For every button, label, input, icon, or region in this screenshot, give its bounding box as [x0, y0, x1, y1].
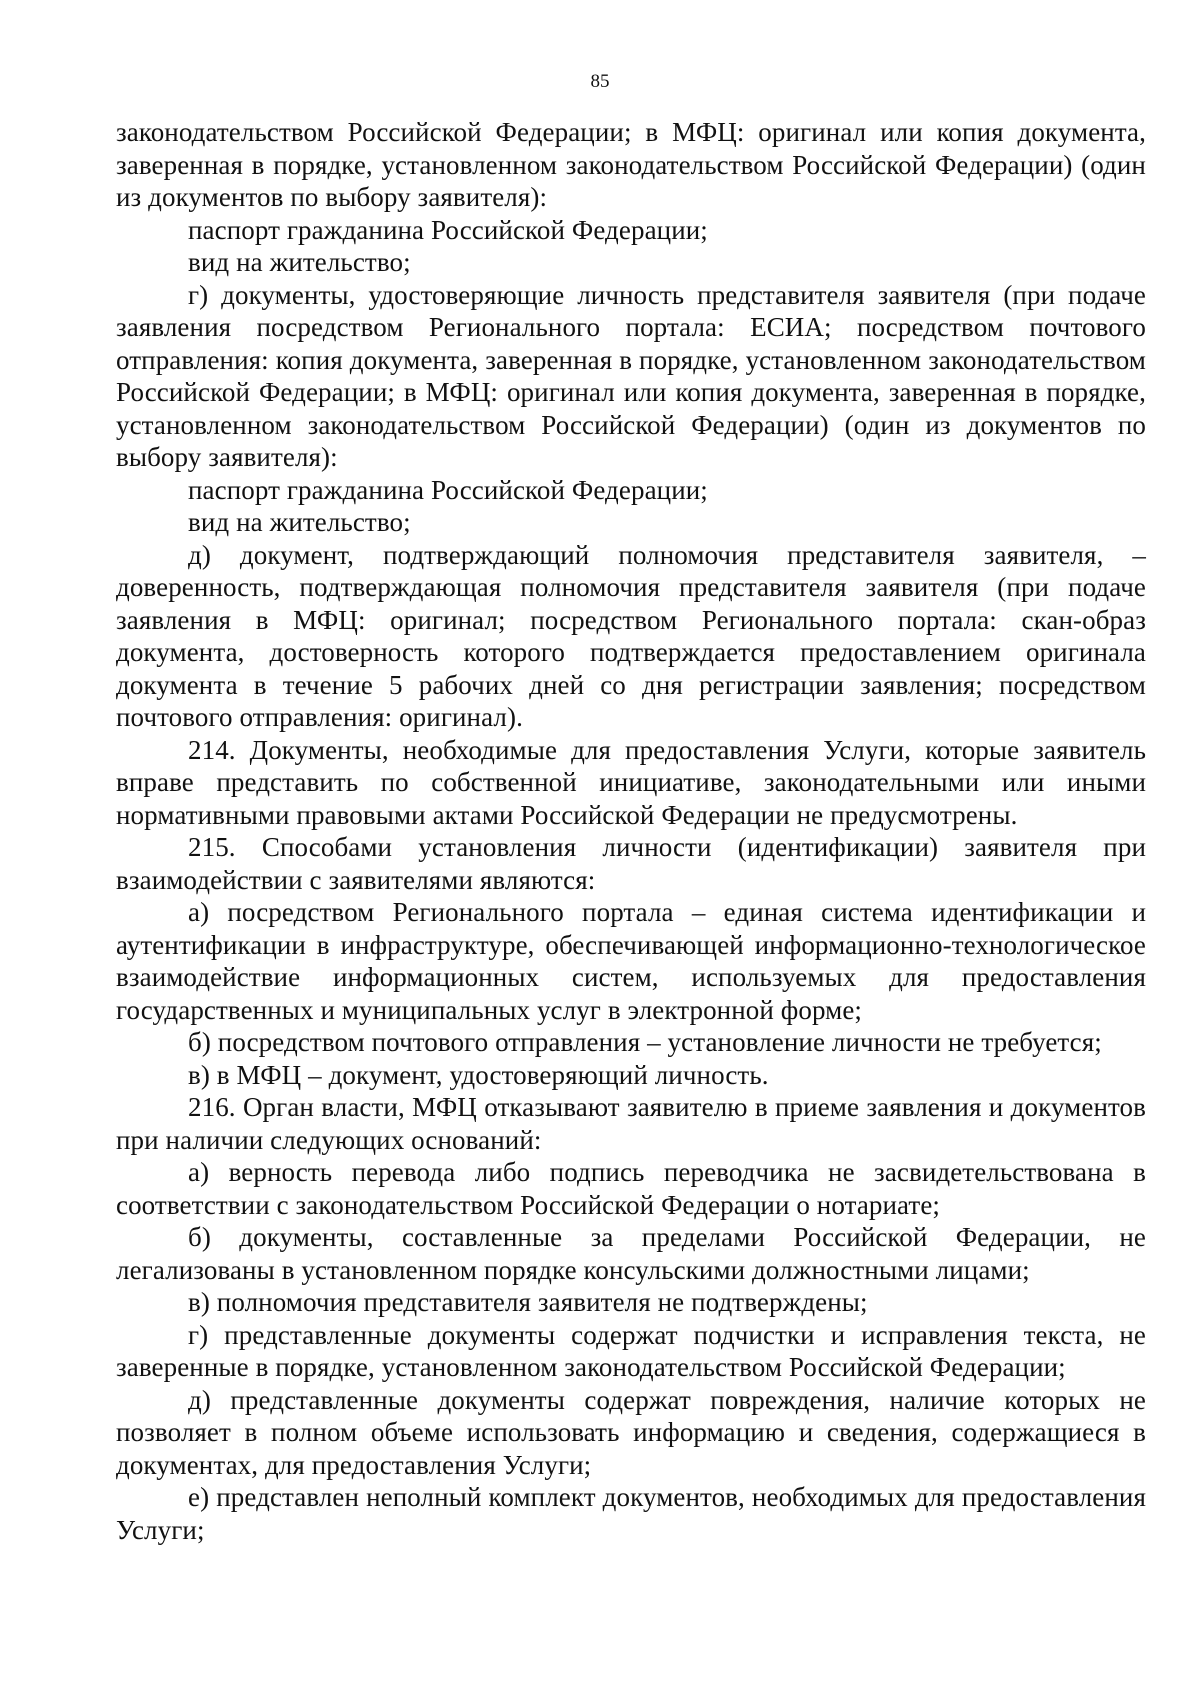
- paragraph-216-b: б) документы, составленные за пределами Российской Федерации, не легализованы в установленном порядке консульскими должностными лицами;: [116, 1222, 1146, 1285]
- list-item-passport: паспорт гражданина Российской Федерации;: [188, 214, 708, 245]
- paragraph-continuation: законодательством Российской Федерации; в МФЦ: оригинал или копия документа, заверенная в порядке, установленном законодательством Российской Федерации) (один из документов по выбору заявителя):: [116, 117, 1146, 212]
- paragraph-215-a: а) посредством Регионального портала – единая система идентификации и аутентификации в инфраструктуре, обеспечивающей информационно-технологическое взаимодействие информационных систем, используемых для предоставления государственных и муниципальных услуг в электронной форме;: [116, 897, 1146, 1025]
- list-item-residence-permit: вид на жительство;: [188, 247, 411, 277]
- paragraph-item-d: д) документ, подтверждающий полномочия представителя заявителя, – доверенность, подтверждающая полномочия представителя заявителя (при подаче заявления в МФЦ: оригинал; посредством Регионального портала: скан-образ документа, достоверность которого подтверждается предоставлением оригинала документа в течение 5 рабочих дней со дня регистрации заявления; посредством почтового отправления: оригинал).: [116, 539, 1146, 732]
- paragraph-216-v: в) полномочия представителя заявителя не подтверждены;: [188, 1287, 868, 1317]
- list-item-residence-permit: вид на жительство;: [188, 507, 411, 537]
- page-number: 85: [590, 71, 610, 92]
- paragraph-216-e: е) представлен неполный комплект документов, необходимых для предоставления Услуги;: [116, 1482, 1146, 1545]
- paragraph-215: 215. Способами установления личности (идентификации) заявителя при взаимодействии с заявителями являются:: [116, 832, 1146, 895]
- paragraph-216: 216. Орган власти, МФЦ отказывают заявителю в приеме заявления и документов при наличии следующих оснований:: [116, 1092, 1146, 1155]
- paragraph-214: 214. Документы, необходимые для предоставления Услуги, которые заявитель вправе представить по собственной инициативе, законодательными или иными нормативными правовыми актами Российской Федерации не предусмотрены.: [116, 734, 1146, 830]
- paragraph-item-g: г) документы, удостоверяющие личность представителя заявителя (при подаче заявления посредством Регионального портала: ЕСИА; посредством почтового отправления: копия документа, заверенная в порядке, установленном законодательством Российской Федерации; в МФЦ: оригинал или копия документа, заверенная в порядке, установленном законодательством Российской Федерации) (один из документов по выбору заявителя):: [116, 279, 1146, 472]
- list-item-passport: паспорт гражданина Российской Федерации;: [188, 474, 708, 505]
- paragraph-216-d: д) представленные документы содержат повреждения, наличие которых не позволяет в полном объеме использовать информацию и сведения, содержащиеся в документах, для предоставления Услуги;: [116, 1384, 1146, 1480]
- paragraph-216-a: а) верность перевода либо подпись переводчика не засвидетельствована в соответствии с законодательством Российской Федерации о нотариате;: [116, 1157, 1146, 1220]
- paragraph-215-v: в) в МФЦ – документ, удостоверяющий личность.: [188, 1059, 769, 1090]
- document-body: [116, 116, 1146, 1546]
- paragraph-216-g: г) представленные документы содержат подчистки и исправления текста, не заверенные в порядке, установленном законодательством Российской Федерации;: [116, 1319, 1146, 1382]
- paragraph-215-b: б) посредством почтового отправления – установление личности не требуется;: [188, 1027, 1102, 1057]
